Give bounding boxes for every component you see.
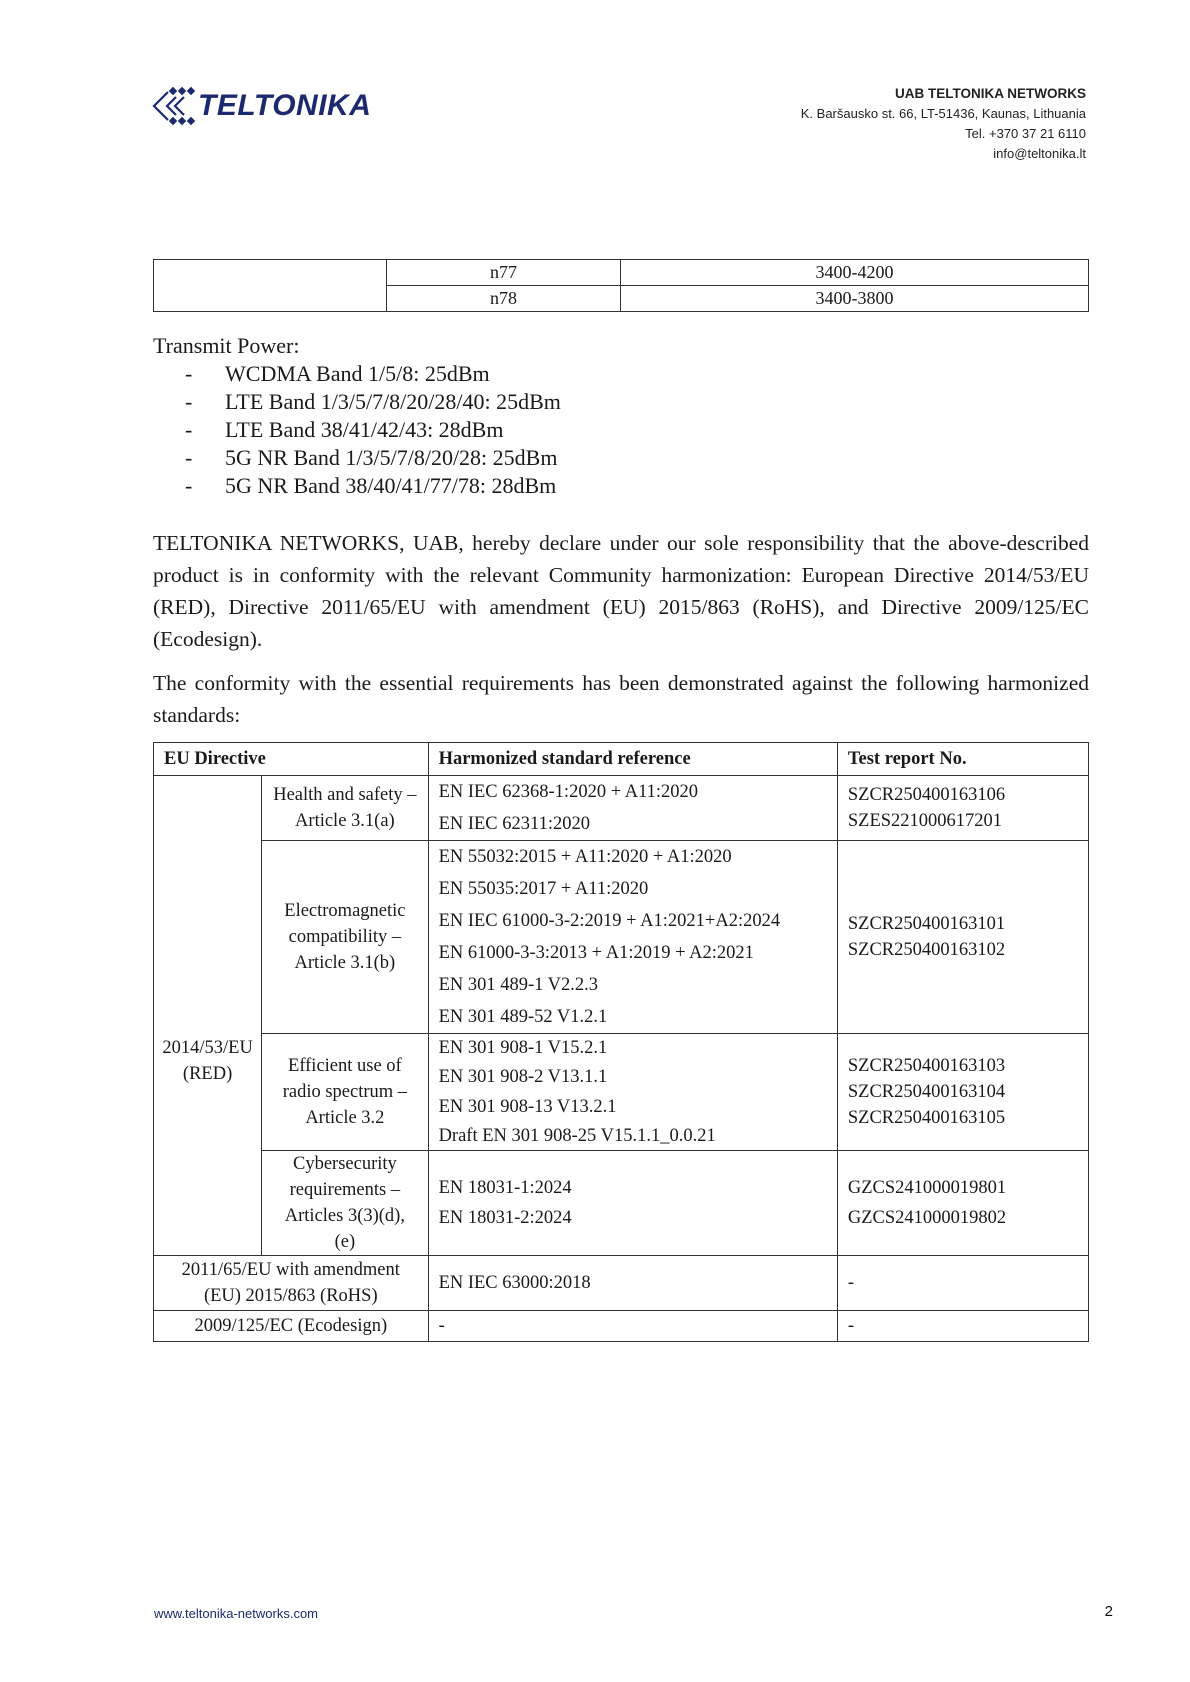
page-number: 2 [1104,1603,1113,1620]
table-row [154,1311,1089,1342]
frequency-band-table [153,259,1089,312]
standards-cell: EN 55032:2015 + A11:2020 + A1:2020 EN 55035:2017 + A11:2020 EN IEC 61000-3-2:2019 + A1:2021+A2:2024 EN 61000-3-3:2013 + A1:2019 + A2:2021 EN 301 489-1 V2.2.3 EN 301 489-52 V1.2.1 [428,841,837,1034]
reports-cell: - [837,1311,1088,1342]
article-cybersecurity: Cybersecurity requirements – Articles 3(3)(d), (e) [262,1151,428,1256]
band-cell: n78 [387,286,621,312]
company-address: K. Baršausko st. 66, LT-51436, Kaunas, Lithuania [800,106,1086,121]
table-header-row [154,743,1089,776]
transmit-power-section [153,332,561,500]
article-emc: Electromagnetic compatibility – Article 3.1(b) [262,841,428,1034]
table-row [154,1034,1089,1151]
teltonika-logo [150,86,371,126]
harmonized-standards-table [153,742,1089,1342]
directive-ecodesign-cell: 2009/125/EC (Ecodesign) [154,1311,429,1342]
reports-cell: SZCR250400163101 SZCR250400163102 [837,841,1088,1034]
logo-wordmark: TELTONIKA [198,89,372,122]
table-row [154,260,1089,286]
reports-cell: SZCR250400163103 SZCR250400163104 SZCR250400163105 [837,1034,1088,1151]
standards-cell: EN 301 908-1 V15.2.1 EN 301 908-2 V13.1.1 EN 301 908-13 V13.2.1 Draft EN 301 908-25 V15.1.1_0.0.21 [428,1034,837,1151]
table-row [154,1256,1089,1311]
reports-cell: GZCS241000019801 GZCS241000019802 [837,1151,1088,1256]
company-tel: Tel. +370 37 21 6110 [965,126,1086,141]
directive-rohs-cell: 2011/65/EU with amendment (EU) 2015/863 (RoHS) [154,1256,429,1311]
list-item: - LTE Band 1/3/5/7/8/20/28/40: 25dBm [185,389,561,414]
reports-cell: - [837,1256,1088,1311]
list-item: - WCDMA Band 1/5/8: 25dBm [185,361,490,386]
transmit-power-title: Transmit Power: [153,333,300,358]
table-row [154,841,1089,1034]
list-item: - 5G NR Band 38/40/41/77/78: 28dBm [185,473,557,498]
range-cell: 3400-4200 [621,260,1089,286]
standards-cell: EN IEC 63000:2018 [428,1256,837,1311]
header-harmonized-standard: Harmonized standard reference [428,743,837,776]
table-row [154,1151,1089,1256]
footer-website-link[interactable]: www.teltonika-networks.com [154,1606,318,1621]
declaration-paragraph: TELTONIKA NETWORKS, UAB, hereby declare under our sole responsibility that the above-described product is in conformity with the relevant Community harmonization: European Directive 2014/53/EU (RED), Directive 2011/65/EU with amendment (EU) 2015/863 (RoHS), and Directive 2009/125/EC (Ecodesign). [153,531,1089,651]
header-test-report: Test report No. [837,743,1088,776]
article-radio-spectrum: Efficient use of radio spectrum – Article 3.2 [262,1034,428,1151]
band-cell: n77 [387,260,621,286]
list-item: - LTE Band 38/41/42/43: 28dBm [185,417,504,442]
transmit-power-list [153,360,561,500]
teltonika-diamond-logo-icon [150,86,196,126]
table-row [154,776,1089,841]
company-name: UAB TELTONIKA NETWORKS [895,86,1086,101]
company-info [801,84,1086,164]
header-eu-directive: EU Directive [154,743,429,776]
standards-cell: EN 18031-1:2024 EN 18031-2:2024 [428,1151,837,1256]
list-item: - 5G NR Band 1/3/5/7/8/20/28: 25dBm [185,445,558,470]
standards-cell: EN IEC 62368-1:2020 + A11:2020 EN IEC 62311:2020 [428,776,837,841]
article-health-safety: Health and safety – Article 3.1(a) [262,776,428,841]
empty-cell [154,260,387,312]
range-cell: 3400-3800 [621,286,1089,312]
conformity-paragraph: The conformity with the essential requirements has been demonstrated against the following harmonized standards: [153,671,1089,727]
standards-cell: - [428,1311,837,1342]
reports-cell: SZCR250400163106 SZES221000617201 [837,776,1088,841]
company-email: info@teltonika.lt [993,146,1086,161]
directive-red-cell: 2014/53/EU (RED) [154,776,262,1256]
